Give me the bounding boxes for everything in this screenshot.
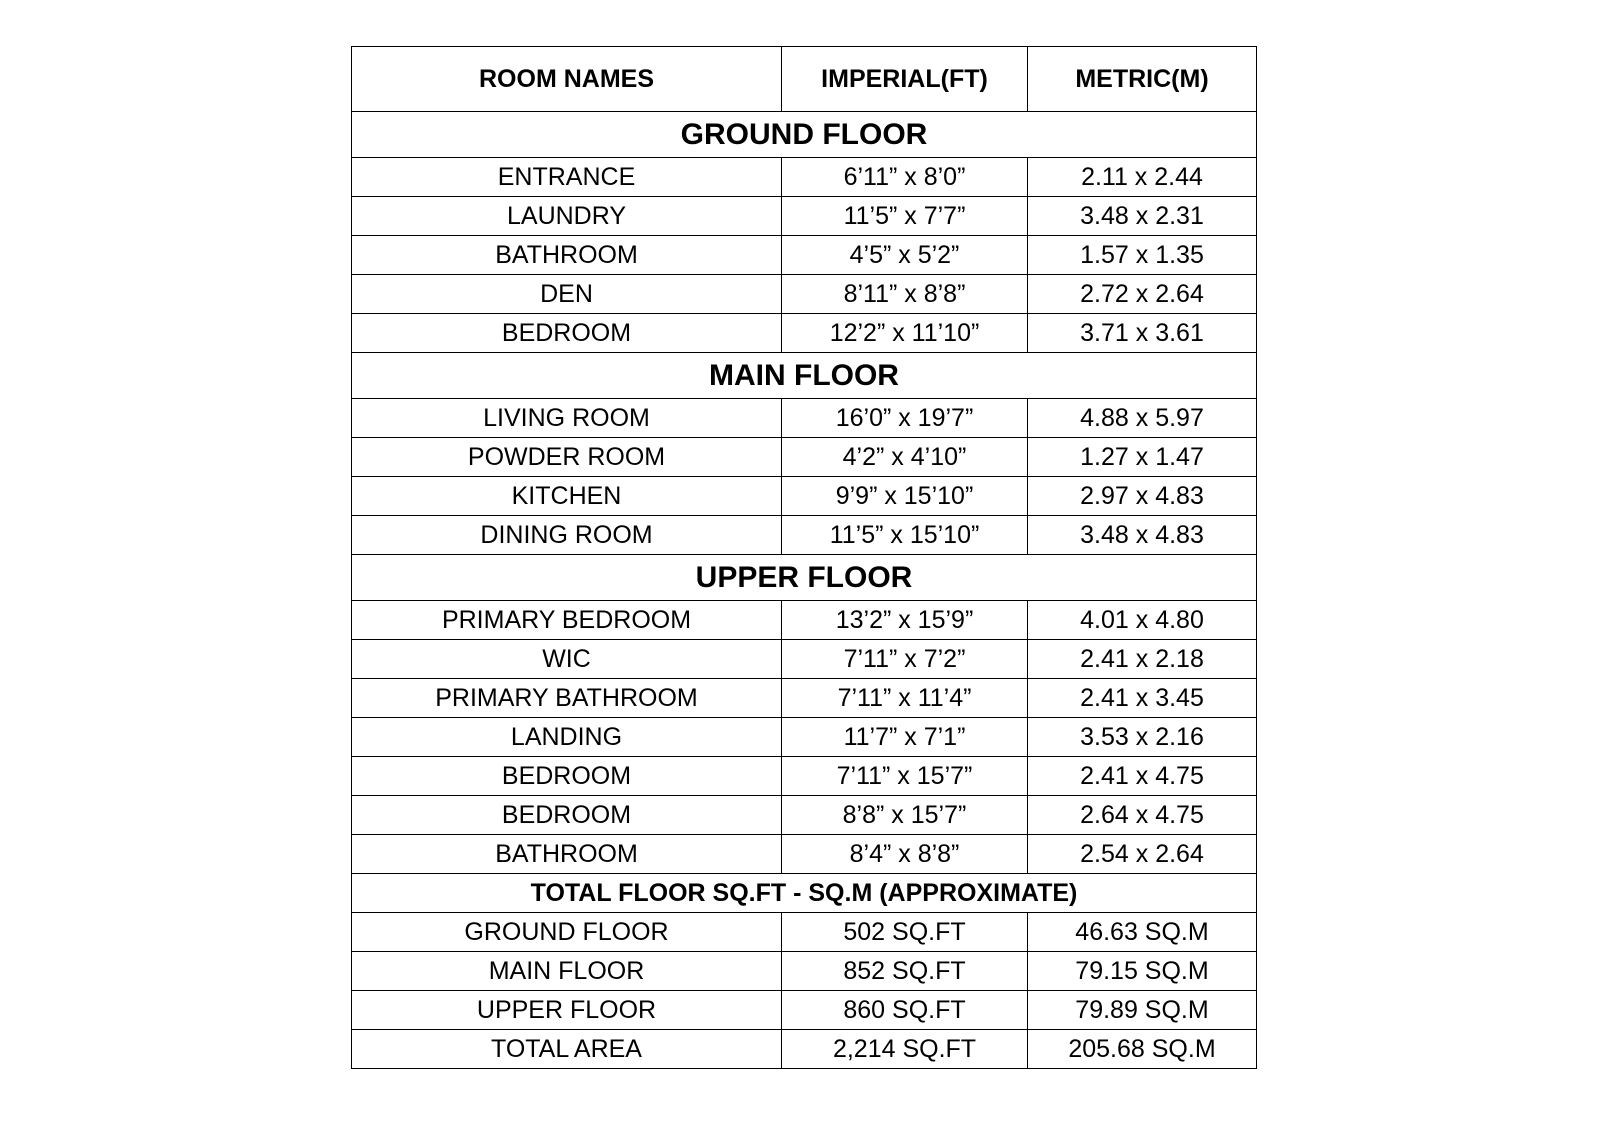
- table-row: [352, 158, 1257, 197]
- metric-dimension-cell: 79.89 SQ.M: [1028, 991, 1257, 1030]
- metric-dimension-cell: 3.48 x 4.83: [1028, 516, 1257, 555]
- table-row: [352, 835, 1257, 874]
- totals-header-row: [352, 874, 1257, 913]
- table-row: [352, 438, 1257, 477]
- metric-dimension-cell: 2.41 x 4.75: [1028, 757, 1257, 796]
- room-name-cell: BATHROOM: [352, 236, 782, 275]
- room-name-cell: MAIN FLOOR: [352, 952, 782, 991]
- metric-dimension-cell: 2.72 x 2.64: [1028, 275, 1257, 314]
- room-name-cell: LANDING: [352, 718, 782, 757]
- section-header-row: [352, 555, 1257, 601]
- room-name-cell: GROUND FLOOR: [352, 913, 782, 952]
- table-row: [352, 314, 1257, 353]
- table-row: [352, 399, 1257, 438]
- table-row: [352, 477, 1257, 516]
- header-row: [352, 47, 1257, 112]
- room-name-cell: POWDER ROOM: [352, 438, 782, 477]
- table-row: [352, 913, 1257, 952]
- room-name-cell: DEN: [352, 275, 782, 314]
- section-title: GROUND FLOOR: [352, 112, 1257, 158]
- metric-dimension-cell: 1.57 x 1.35: [1028, 236, 1257, 275]
- section-title: MAIN FLOOR: [352, 353, 1257, 399]
- table-row: [352, 757, 1257, 796]
- table-row: [352, 991, 1257, 1030]
- room-name-cell: BEDROOM: [352, 796, 782, 835]
- metric-dimension-cell: 205.68 SQ.M: [1028, 1030, 1257, 1069]
- metric-dimension-cell: 2.41 x 2.18: [1028, 640, 1257, 679]
- imperial-dimension-cell: 11’7” x 7’1”: [782, 718, 1028, 757]
- table-row: [352, 679, 1257, 718]
- metric-dimension-cell: 2.11 x 2.44: [1028, 158, 1257, 197]
- section-title: UPPER FLOOR: [352, 555, 1257, 601]
- section-header-row: [352, 353, 1257, 399]
- imperial-dimension-cell: 7’11” x 11’4”: [782, 679, 1028, 718]
- imperial-dimension-cell: 6’11” x 8’0”: [782, 158, 1028, 197]
- column-header-room-names: ROOM NAMES: [352, 47, 782, 112]
- imperial-dimension-cell: 860 SQ.FT: [782, 991, 1028, 1030]
- section-header-row: [352, 112, 1257, 158]
- metric-dimension-cell: 1.27 x 1.47: [1028, 438, 1257, 477]
- metric-dimension-cell: 46.63 SQ.M: [1028, 913, 1257, 952]
- table-row: [352, 952, 1257, 991]
- imperial-dimension-cell: 502 SQ.FT: [782, 913, 1028, 952]
- room-name-cell: DINING ROOM: [352, 516, 782, 555]
- table-row: [352, 197, 1257, 236]
- table-header: [352, 47, 1257, 112]
- room-name-cell: LIVING ROOM: [352, 399, 782, 438]
- imperial-dimension-cell: 852 SQ.FT: [782, 952, 1028, 991]
- room-name-cell: LAUNDRY: [352, 197, 782, 236]
- imperial-dimension-cell: 16’0” x 19’7”: [782, 399, 1028, 438]
- imperial-dimension-cell: 12’2” x 11’10”: [782, 314, 1028, 353]
- room-name-cell: KITCHEN: [352, 477, 782, 516]
- imperial-dimension-cell: 4’5” x 5’2”: [782, 236, 1028, 275]
- metric-dimension-cell: 2.41 x 3.45: [1028, 679, 1257, 718]
- metric-dimension-cell: 4.88 x 5.97: [1028, 399, 1257, 438]
- imperial-dimension-cell: 7’11” x 7’2”: [782, 640, 1028, 679]
- table-row: [352, 796, 1257, 835]
- table-row: [352, 718, 1257, 757]
- metric-dimension-cell: 79.15 SQ.M: [1028, 952, 1257, 991]
- room-dimensions-table: [351, 46, 1257, 1069]
- metric-dimension-cell: 2.97 x 4.83: [1028, 477, 1257, 516]
- table-row: [352, 516, 1257, 555]
- room-name-cell: BEDROOM: [352, 757, 782, 796]
- room-dimensions-sheet: [351, 46, 1256, 1069]
- imperial-dimension-cell: 8’8” x 15’7”: [782, 796, 1028, 835]
- table-row: [352, 601, 1257, 640]
- imperial-dimension-cell: 4’2” x 4’10”: [782, 438, 1028, 477]
- imperial-dimension-cell: 9’9” x 15’10”: [782, 477, 1028, 516]
- room-name-cell: PRIMARY BATHROOM: [352, 679, 782, 718]
- table-row: [352, 236, 1257, 275]
- section-title: TOTAL FLOOR SQ.FT - SQ.M (APPROXIMATE): [352, 874, 1257, 913]
- room-name-cell: WIC: [352, 640, 782, 679]
- metric-dimension-cell: 3.48 x 2.31: [1028, 197, 1257, 236]
- column-header-imperial: IMPERIAL(FT): [782, 47, 1028, 112]
- room-name-cell: BATHROOM: [352, 835, 782, 874]
- imperial-dimension-cell: 8’4” x 8’8”: [782, 835, 1028, 874]
- metric-dimension-cell: 3.71 x 3.61: [1028, 314, 1257, 353]
- table-row: [352, 640, 1257, 679]
- room-name-cell: BEDROOM: [352, 314, 782, 353]
- column-header-metric: METRIC(M): [1028, 47, 1257, 112]
- room-name-cell: ENTRANCE: [352, 158, 782, 197]
- metric-dimension-cell: 3.53 x 2.16: [1028, 718, 1257, 757]
- imperial-dimension-cell: 8’11” x 8’8”: [782, 275, 1028, 314]
- imperial-dimension-cell: 13’2” x 15’9”: [782, 601, 1028, 640]
- imperial-dimension-cell: 2,214 SQ.FT: [782, 1030, 1028, 1069]
- imperial-dimension-cell: 11’5” x 15’10”: [782, 516, 1028, 555]
- metric-dimension-cell: 4.01 x 4.80: [1028, 601, 1257, 640]
- imperial-dimension-cell: 11’5” x 7’7”: [782, 197, 1028, 236]
- imperial-dimension-cell: 7’11” x 15’7”: [782, 757, 1028, 796]
- room-name-cell: TOTAL AREA: [352, 1030, 782, 1069]
- metric-dimension-cell: 2.54 x 2.64: [1028, 835, 1257, 874]
- room-name-cell: UPPER FLOOR: [352, 991, 782, 1030]
- table-body: [352, 112, 1257, 1069]
- room-name-cell: PRIMARY BEDROOM: [352, 601, 782, 640]
- table-row: [352, 1030, 1257, 1069]
- table-row: [352, 275, 1257, 314]
- metric-dimension-cell: 2.64 x 4.75: [1028, 796, 1257, 835]
